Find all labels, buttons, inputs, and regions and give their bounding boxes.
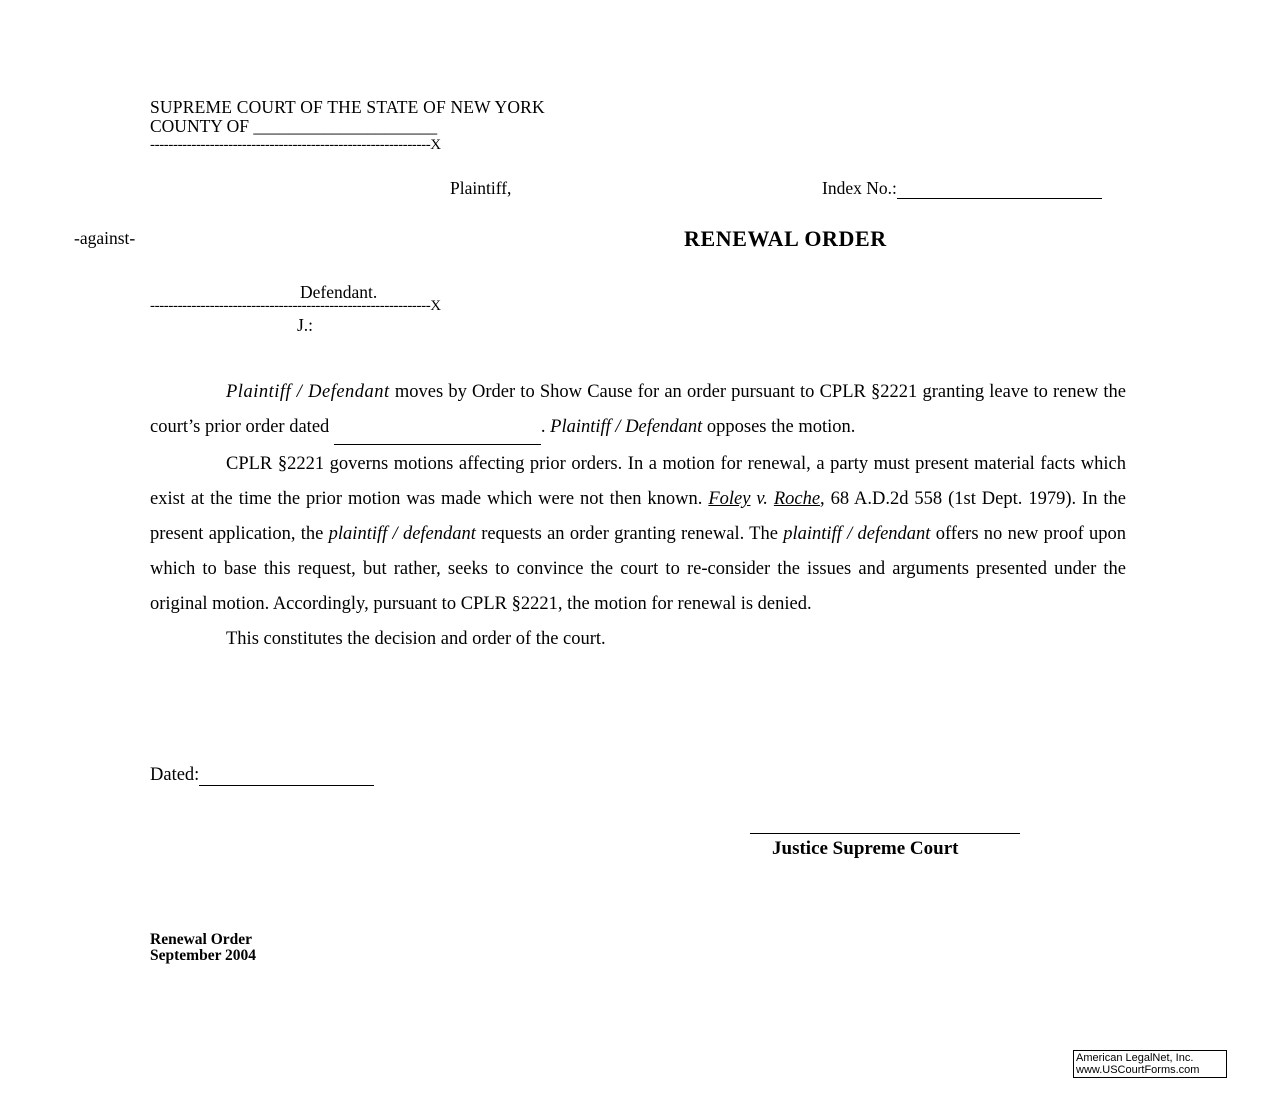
body-p1-text-b: . bbox=[540, 417, 551, 437]
court-name: SUPREME COURT OF THE STATE OF NEW YORK bbox=[150, 97, 545, 117]
dated-blank[interactable] bbox=[199, 771, 374, 786]
case-citation-v: v. bbox=[750, 489, 774, 509]
body-paragraph-2 bbox=[150, 447, 1126, 622]
index-number-label: Index No.: bbox=[822, 178, 897, 198]
form-name: Renewal Order bbox=[150, 931, 253, 948]
dated-field bbox=[150, 765, 374, 786]
publisher-name: American LegalNet, Inc. bbox=[1076, 1052, 1194, 1064]
body-p2-text-a: CPLR §2221 governs motions affecting prior orders. In a motion for renewal, a party must present material facts which exist at the time the prior motion was made which were not then known. bbox=[150, 454, 1126, 509]
publisher-stamp bbox=[1073, 1050, 1227, 1078]
body-paragraph-1 bbox=[150, 375, 1126, 445]
caption-rule-top: -------------------------------------------------------------X bbox=[150, 137, 441, 153]
body-p2-text-d: offers no new proof upon which to base this request, but rather, seeks to convince the court to re-consider the issues and arguments presented under the original motion. Accordingly, pursuant to CPLR §2221, the motion for renewal is denied. bbox=[150, 524, 1127, 614]
party-designation-1: Plaintiff / Defendant bbox=[226, 382, 390, 402]
signature-line[interactable] bbox=[750, 833, 1020, 834]
plaintiff-label: Plaintiff, bbox=[450, 178, 512, 198]
caption-rule-bottom: -------------------------------------------------------------X bbox=[150, 298, 441, 314]
justice-initial-label: J.: bbox=[297, 315, 314, 335]
page-title: RENEWAL ORDER bbox=[684, 226, 887, 251]
party-block bbox=[150, 178, 1140, 202]
county-blank[interactable]: _____________________ bbox=[253, 116, 438, 136]
form-date: September 2004 bbox=[150, 947, 257, 964]
form-footer bbox=[150, 932, 256, 964]
defendant-label: Defendant. bbox=[300, 282, 378, 302]
signature-title: Justice Supreme Court bbox=[772, 838, 959, 859]
index-number-field bbox=[822, 178, 1102, 199]
county-label: COUNTY OF bbox=[150, 116, 254, 136]
body-p1-text-c: opposes the motion. bbox=[702, 417, 856, 437]
county-line bbox=[150, 117, 1140, 136]
against-label: -against- bbox=[74, 228, 136, 248]
party-designation-2: Plaintiff / Defendant bbox=[550, 417, 703, 437]
dated-label: Dated: bbox=[150, 765, 200, 785]
body-p1-text-a: moves by Order to Show Cause for an order pursuant to CPLR §2221 granting leave to renew the court’s prior order dated bbox=[150, 382, 1126, 437]
publisher-url[interactable]: www.USCourtForms.com bbox=[1076, 1064, 1200, 1076]
body-paragraph-3: This constitutes the decision and order of the court. bbox=[226, 629, 606, 649]
body-p2-text-b: , 68 A.D.2d 558 (1st Dept. 1979). In the present application, the bbox=[150, 489, 1126, 544]
index-number-blank[interactable] bbox=[897, 183, 1102, 199]
order-body bbox=[150, 375, 1126, 657]
case-caption bbox=[150, 98, 1140, 154]
case-citation-roche: Roche bbox=[773, 489, 821, 509]
body-p2-text-c: requests an order granting renewal. The bbox=[481, 524, 784, 544]
party-designation-3: plaintiff / defendant bbox=[328, 524, 482, 544]
case-citation-foley: Foley bbox=[708, 489, 751, 509]
prior-order-date-blank[interactable] bbox=[334, 430, 541, 445]
party-designation-4: plaintiff / defendant bbox=[783, 524, 936, 544]
plaintiff-row bbox=[150, 178, 1140, 202]
